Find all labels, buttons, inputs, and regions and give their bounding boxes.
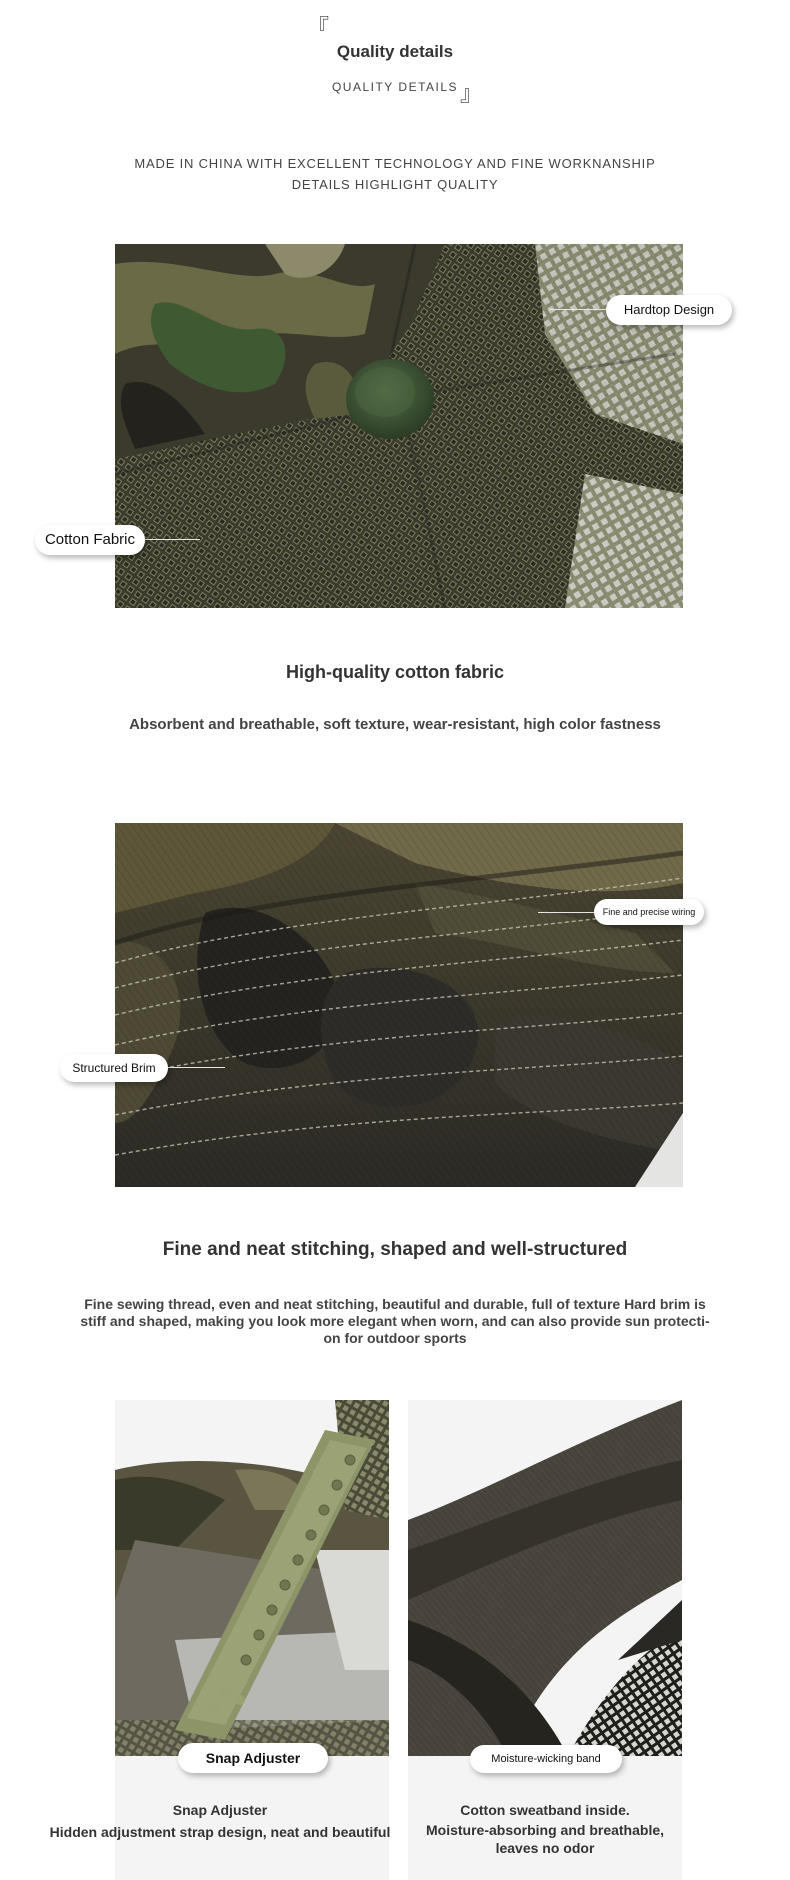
section-2-text-line-2: stiff and shaped, making you look more elegant when worn, and can also provide sun protecti-	[80, 1313, 710, 1329]
sweatband-caption-line-2: Moisture-absorbing and breathable,	[425, 1822, 665, 1838]
snap-caption-line-1: Snap Adjuster	[172, 1802, 268, 1818]
snap-caption-line-2: Hidden adjustment strap design, neat and beautiful	[49, 1824, 391, 1840]
page-subtitle: QUALITY DETAILS	[331, 80, 459, 94]
section-2-text-line-3: on for outdoor sports	[323, 1330, 467, 1346]
cap-top-photo	[115, 244, 683, 608]
tagline	[120, 153, 670, 195]
snap-adjuster-photo	[115, 1400, 389, 1756]
brim-stitching-photo	[115, 823, 683, 1187]
hardtop-design-label: Hardtop Design	[606, 295, 732, 325]
sweatband-caption-line-3: leaves no odor	[495, 1840, 595, 1856]
hardtop-leader-line	[550, 309, 608, 310]
section-1-title: High-quality cotton fabric	[286, 662, 504, 682]
section-2-text-line-1: Fine sewing thread, even and neat stitching, beautiful and durable, full of texture Hard brim is	[84, 1296, 706, 1312]
cotton-fabric-label: Cotton Fabric	[35, 525, 145, 555]
sweatband-caption	[420, 1801, 670, 1857]
section-1-text: Absorbent and breathable, soft texture, wear-resistant, high color fastness	[129, 716, 661, 733]
bracket-left-icon: 『	[307, 16, 330, 41]
snap-adjuster-caption	[40, 1801, 400, 1841]
brim-leader-line	[165, 1067, 225, 1068]
fine-wiring-label: Fine and precise wiring	[594, 899, 704, 925]
structured-brim-label: Structured Brim	[60, 1054, 168, 1082]
wiring-leader-line	[538, 912, 596, 913]
snap-adjuster-badge: Snap Adjuster	[178, 1743, 328, 1773]
bracket-right-icon: 』	[460, 82, 483, 107]
sweatband-photo	[408, 1400, 682, 1756]
section-2-text	[70, 1296, 720, 1347]
sweatband-caption-line-1: Cotton sweatband inside.	[460, 1802, 630, 1818]
section-2-title: Fine and neat stitching, shaped and well-structured	[162, 1239, 628, 1260]
page-title: Quality details	[336, 42, 454, 61]
tagline-line-2: DETAILS HIGHLIGHT QUALITY	[291, 177, 499, 192]
moisture-wicking-badge: Moisture-wicking band	[470, 1745, 622, 1773]
button-top-icon	[346, 359, 434, 439]
tagline-line-1: MADE IN CHINA WITH EXCELLENT TECHNOLOGY AND FINE WORKNANSHIP	[134, 156, 656, 171]
cotton-fabric-leader-line	[140, 539, 200, 540]
